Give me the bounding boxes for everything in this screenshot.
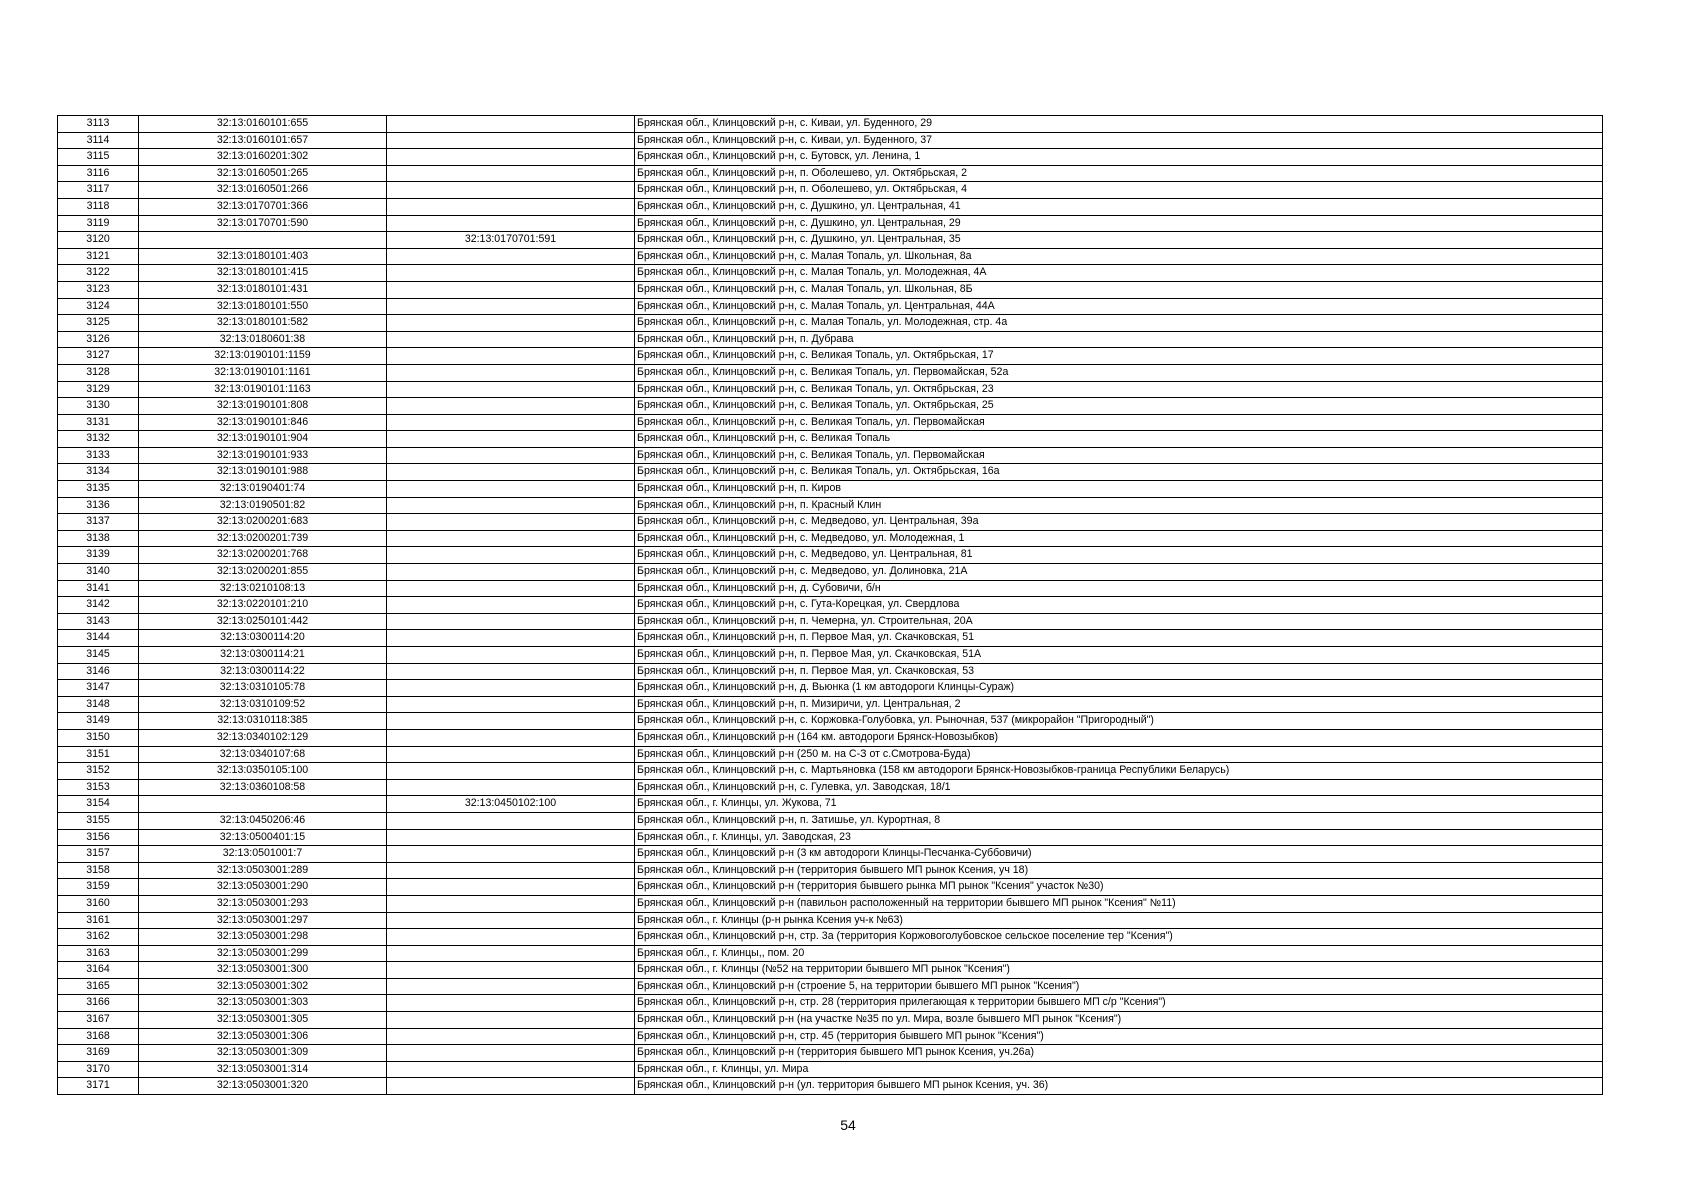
cadastral-number-alt-cell bbox=[387, 215, 635, 232]
cadastral-number-cell: 32:13:0250101:442 bbox=[139, 613, 387, 630]
address-cell: Брянская обл., Клинцовский р-н, п. Мизиричи, ул. Центральная, 2 bbox=[635, 696, 1603, 713]
cadastral-number-cell: 32:13:0310105:78 bbox=[139, 680, 387, 697]
cadastral-number-alt-cell bbox=[387, 364, 635, 381]
table-row bbox=[58, 215, 1603, 232]
cadastral-number-cell: 32:13:0180101:415 bbox=[139, 265, 387, 282]
address-cell: Брянская обл., Клинцовский р-н, с. Душкино, ул. Центральная, 35 bbox=[635, 232, 1603, 249]
table-row bbox=[58, 182, 1603, 199]
cadastral-number-cell: 32:13:0190101:933 bbox=[139, 447, 387, 464]
cadastral-number-cell bbox=[139, 232, 387, 249]
table-row bbox=[58, 298, 1603, 315]
table-row bbox=[58, 514, 1603, 531]
cadastral-number-cell: 32:13:0503001:293 bbox=[139, 895, 387, 912]
cadastral-number-alt-cell bbox=[387, 713, 635, 730]
table-row bbox=[58, 696, 1603, 713]
address-cell: Брянская обл., Клинцовский р-н, п. Дубрава bbox=[635, 331, 1603, 348]
cadastral-number-alt-cell bbox=[387, 978, 635, 995]
cadastral-number-alt-cell bbox=[387, 895, 635, 912]
table-row bbox=[58, 232, 1603, 249]
address-cell: Брянская обл., Клинцовский р-н, с. Малая Топаль, ул. Молодежная, стр. 4а bbox=[635, 315, 1603, 332]
row-number-cell: 3152 bbox=[58, 763, 139, 780]
cadastral-number-alt-cell bbox=[387, 862, 635, 879]
cadastral-number-cell: 32:13:0503001:299 bbox=[139, 945, 387, 962]
table-row bbox=[58, 198, 1603, 215]
table-row bbox=[58, 248, 1603, 265]
row-number-cell: 3131 bbox=[58, 414, 139, 431]
address-cell: Брянская обл., г. Клинцы,, пом. 20 bbox=[635, 945, 1603, 962]
row-number-cell: 3163 bbox=[58, 945, 139, 962]
cadastral-number-alt-cell bbox=[387, 1012, 635, 1029]
address-cell: Брянская обл., Клинцовский р-н, с. Киваи, ул. Буденного, 29 bbox=[635, 116, 1603, 133]
table-row bbox=[58, 995, 1603, 1012]
row-number-cell: 3124 bbox=[58, 298, 139, 315]
table-row bbox=[58, 497, 1603, 514]
address-cell: Брянская обл., Клинцовский р-н, п. Первое Мая, ул. Скачковская, 51 bbox=[635, 630, 1603, 647]
row-number-cell: 3138 bbox=[58, 530, 139, 547]
address-cell: Брянская обл., Клинцовский р-н, с. Великая Топаль bbox=[635, 431, 1603, 448]
address-cell: Брянская обл., Клинцовский р-н (территория бывшего МП рынок Ксения, уч.26а) bbox=[635, 1045, 1603, 1062]
row-number-cell: 3160 bbox=[58, 895, 139, 912]
cadastral-number-alt-cell bbox=[387, 481, 635, 498]
table-row bbox=[58, 962, 1603, 979]
table-row bbox=[58, 132, 1603, 149]
cadastral-number-cell: 32:13:0160501:266 bbox=[139, 182, 387, 199]
row-number-cell: 3125 bbox=[58, 315, 139, 332]
cadastral-number-cell: 32:13:0503001:303 bbox=[139, 995, 387, 1012]
cadastral-number-alt-cell bbox=[387, 580, 635, 597]
cadastral-number-cell: 32:13:0503001:300 bbox=[139, 962, 387, 979]
row-number-cell: 3166 bbox=[58, 995, 139, 1012]
cadastral-number-alt-cell bbox=[387, 729, 635, 746]
cadastral-number-cell: 32:13:0160101:657 bbox=[139, 132, 387, 149]
address-cell: Брянская обл., Клинцовский р-н (3 км автодороги Клинцы-Песчанка-Суббовичи) bbox=[635, 846, 1603, 863]
row-number-cell: 3145 bbox=[58, 647, 139, 664]
cadastral-number-cell: 32:13:0210108:13 bbox=[139, 580, 387, 597]
cadastral-number-cell: 32:13:0300114:22 bbox=[139, 663, 387, 680]
address-cell: Брянская обл., Клинцовский р-н, д. Вьюнка (1 км автодороги Клинцы-Сураж) bbox=[635, 680, 1603, 697]
row-number-cell: 3117 bbox=[58, 182, 139, 199]
cadastral-number-alt-cell bbox=[387, 763, 635, 780]
cadastral-number-alt-cell bbox=[387, 680, 635, 697]
table-row bbox=[58, 1078, 1603, 1095]
address-cell: Брянская обл., Клинцовский р-н, с. Гулевка, ул. Заводская, 18/1 bbox=[635, 779, 1603, 796]
address-cell: Брянская обл., Клинцовский р-н, с. Малая Топаль, ул. Молодежная, 4А bbox=[635, 265, 1603, 282]
address-cell: Брянская обл., Клинцовский р-н, п. Первое Мая, ул. Скачковская, 51А bbox=[635, 647, 1603, 664]
table-row bbox=[58, 746, 1603, 763]
row-number-cell: 3171 bbox=[58, 1078, 139, 1095]
cadastral-number-alt-cell bbox=[387, 431, 635, 448]
table-row bbox=[58, 464, 1603, 481]
table-row bbox=[58, 364, 1603, 381]
address-cell: Брянская обл., Клинцовский р-н (ул. территория бывшего МП рынок Ксения, уч. 36) bbox=[635, 1078, 1603, 1095]
row-number-cell: 3167 bbox=[58, 1012, 139, 1029]
table-row bbox=[58, 315, 1603, 332]
registry-table-body bbox=[58, 116, 1603, 1095]
cadastral-number-cell: 32:13:0190101:1163 bbox=[139, 381, 387, 398]
address-cell: Брянская обл., Клинцовский р-н (павильон расположенный на территории бывшего МП рынок "Ксения" №11) bbox=[635, 895, 1603, 912]
cadastral-number-cell: 32:13:0500401:15 bbox=[139, 829, 387, 846]
row-number-cell: 3120 bbox=[58, 232, 139, 249]
row-number-cell: 3132 bbox=[58, 431, 139, 448]
table-row bbox=[58, 547, 1603, 564]
cadastral-number-alt-cell bbox=[387, 348, 635, 365]
table-row bbox=[58, 630, 1603, 647]
cadastral-number-alt-cell bbox=[387, 879, 635, 896]
table-row bbox=[58, 895, 1603, 912]
row-number-cell: 3147 bbox=[58, 680, 139, 697]
cadastral-number-cell: 32:13:0160501:265 bbox=[139, 165, 387, 182]
address-cell: Брянская обл., Клинцовский р-н, стр. 45 (территория бывшего МП рынок "Ксения") bbox=[635, 1028, 1603, 1045]
address-cell: Брянская обл., Клинцовский р-н, с. Малая Топаль, ул. Школьная, 8Б bbox=[635, 281, 1603, 298]
row-number-cell: 3144 bbox=[58, 630, 139, 647]
address-cell: Брянская обл., г. Клинцы, ул. Мира bbox=[635, 1061, 1603, 1078]
address-cell: Брянская обл., Клинцовский р-н, с. Душкино, ул. Центральная, 41 bbox=[635, 198, 1603, 215]
cadastral-number-cell: 32:13:0340107:68 bbox=[139, 746, 387, 763]
table-row bbox=[58, 879, 1603, 896]
table-row bbox=[58, 564, 1603, 581]
table-row bbox=[58, 680, 1603, 697]
cadastral-number-cell: 32:13:0503001:290 bbox=[139, 879, 387, 896]
page-number: 54 bbox=[840, 1117, 856, 1133]
cadastral-number-cell: 32:13:0310109:52 bbox=[139, 696, 387, 713]
cadastral-number-alt-cell bbox=[387, 497, 635, 514]
row-number-cell: 3136 bbox=[58, 497, 139, 514]
cadastral-number-alt-cell bbox=[387, 746, 635, 763]
table-row bbox=[58, 149, 1603, 166]
cadastral-number-alt-cell bbox=[387, 331, 635, 348]
address-cell: Брянская обл., Клинцовский р-н, с. Медведово, ул. Центральная, 39а bbox=[635, 514, 1603, 531]
cadastral-number-cell: 32:13:0503001:298 bbox=[139, 929, 387, 946]
address-cell: Брянская обл., г. Клинцы (р-н рынка Ксения уч-к №63) bbox=[635, 912, 1603, 929]
cadastral-number-cell: 32:13:0503001:306 bbox=[139, 1028, 387, 1045]
cadastral-number-cell: 32:13:0200201:683 bbox=[139, 514, 387, 531]
row-number-cell: 3168 bbox=[58, 1028, 139, 1045]
cadastral-number-alt-cell bbox=[387, 962, 635, 979]
table-row bbox=[58, 663, 1603, 680]
table-row bbox=[58, 1012, 1603, 1029]
address-cell: Брянская обл., Клинцовский р-н, с. Бутовск, ул. Ленина, 1 bbox=[635, 149, 1603, 166]
row-number-cell: 3116 bbox=[58, 165, 139, 182]
cadastral-number-cell: 32:13:0160201:302 bbox=[139, 149, 387, 166]
cadastral-number-alt-cell bbox=[387, 165, 635, 182]
row-number-cell: 3146 bbox=[58, 663, 139, 680]
row-number-cell: 3164 bbox=[58, 962, 139, 979]
row-number-cell: 3153 bbox=[58, 779, 139, 796]
cadastral-number-alt-cell bbox=[387, 447, 635, 464]
table-row bbox=[58, 530, 1603, 547]
row-number-cell: 3129 bbox=[58, 381, 139, 398]
table-row bbox=[58, 165, 1603, 182]
address-cell: Брянская обл., Клинцовский р-н, п. Красный Клин bbox=[635, 497, 1603, 514]
cadastral-number-cell: 32:13:0180101:431 bbox=[139, 281, 387, 298]
cadastral-number-cell: 32:13:0501001:7 bbox=[139, 846, 387, 863]
address-cell: Брянская обл., Клинцовский р-н, с. Мартьяновка (158 км автодороги Брянск-Новозыбков-граница Республики Беларусь) bbox=[635, 763, 1603, 780]
address-cell: Брянская обл., Клинцовский р-н, п. Оболешево, ул. Октябрьская, 2 bbox=[635, 165, 1603, 182]
cadastral-number-cell: 32:13:0450206:46 bbox=[139, 812, 387, 829]
address-cell: Брянская обл., Клинцовский р-н, стр. 3а (территория Коржовоголубовское сельское поселение тер "Ксения") bbox=[635, 929, 1603, 946]
cadastral-number-alt-cell bbox=[387, 597, 635, 614]
cadastral-number-cell: 32:13:0180101:403 bbox=[139, 248, 387, 265]
cadastral-number-alt-cell bbox=[387, 912, 635, 929]
table-row bbox=[58, 929, 1603, 946]
cadastral-number-cell: 32:13:0190101:988 bbox=[139, 464, 387, 481]
table-row bbox=[58, 978, 1603, 995]
row-number-cell: 3139 bbox=[58, 547, 139, 564]
table-row bbox=[58, 1061, 1603, 1078]
address-cell: Брянская обл., Клинцовский р-н, п. Киров bbox=[635, 481, 1603, 498]
address-cell: Брянская обл., Клинцовский р-н, д. Субовичи, б/н bbox=[635, 580, 1603, 597]
cadastral-number-cell: 32:13:0503001:320 bbox=[139, 1078, 387, 1095]
table-row bbox=[58, 846, 1603, 863]
cadastral-number-alt-cell bbox=[387, 1045, 635, 1062]
cadastral-number-alt-cell bbox=[387, 315, 635, 332]
cadastral-number-cell: 32:13:0200201:768 bbox=[139, 547, 387, 564]
address-cell: Брянская обл., Клинцовский р-н, п. Затишье, ул. Курортная, 8 bbox=[635, 812, 1603, 829]
address-cell: Брянская обл., Клинцовский р-н, с. Великая Топаль, ул. Первомайская bbox=[635, 414, 1603, 431]
cadastral-number-cell: 32:13:0503001:302 bbox=[139, 978, 387, 995]
address-cell: Брянская обл., Клинцовский р-н (территория бывшего рынка МП рынок "Ксения" участок №30) bbox=[635, 879, 1603, 896]
row-number-cell: 3170 bbox=[58, 1061, 139, 1078]
row-number-cell: 3134 bbox=[58, 464, 139, 481]
address-cell: Брянская обл., Клинцовский р-н, с. Малая Топаль, ул. Центральная, 44А bbox=[635, 298, 1603, 315]
cadastral-number-cell: 32:13:0160101:655 bbox=[139, 116, 387, 133]
table-row bbox=[58, 796, 1603, 813]
cadastral-number-alt-cell bbox=[387, 812, 635, 829]
row-number-cell: 3156 bbox=[58, 829, 139, 846]
table-row bbox=[58, 580, 1603, 597]
address-cell: Брянская обл., Клинцовский р-н (территория бывшего МП рынок Ксения, уч 18) bbox=[635, 862, 1603, 879]
row-number-cell: 3158 bbox=[58, 862, 139, 879]
cadastral-number-alt-cell bbox=[387, 945, 635, 962]
cadastral-number-cell: 32:13:0310118:385 bbox=[139, 713, 387, 730]
address-cell: Брянская обл., Клинцовский р-н, с. Киваи, ул. Буденного, 37 bbox=[635, 132, 1603, 149]
address-cell: Брянская обл., Клинцовский р-н, с. Великая Топаль, ул. Первомайская bbox=[635, 447, 1603, 464]
row-number-cell: 3162 bbox=[58, 929, 139, 946]
table-row bbox=[58, 265, 1603, 282]
cadastral-number-cell: 32:13:0180601:38 bbox=[139, 331, 387, 348]
cadastral-number-cell: 32:13:0503001:309 bbox=[139, 1045, 387, 1062]
cadastral-number-alt-cell bbox=[387, 298, 635, 315]
address-cell: Брянская обл., г. Клинцы (№52 на территории бывшего МП рынок "Ксения") bbox=[635, 962, 1603, 979]
row-number-cell: 3150 bbox=[58, 729, 139, 746]
address-cell: Брянская обл., Клинцовский р-н, с. Великая Топаль, ул. Первомайская, 52а bbox=[635, 364, 1603, 381]
row-number-cell: 3121 bbox=[58, 248, 139, 265]
table-row bbox=[58, 281, 1603, 298]
row-number-cell: 3114 bbox=[58, 132, 139, 149]
row-number-cell: 3126 bbox=[58, 331, 139, 348]
row-number-cell: 3169 bbox=[58, 1045, 139, 1062]
cadastral-number-alt-cell bbox=[387, 613, 635, 630]
cadastral-number-alt-cell bbox=[387, 182, 635, 199]
cadastral-number-cell: 32:13:0190101:808 bbox=[139, 398, 387, 415]
row-number-cell: 3165 bbox=[58, 978, 139, 995]
cadastral-number-cell: 32:13:0170701:366 bbox=[139, 198, 387, 215]
address-cell: Брянская обл., Клинцовский р-н, с. Медведово, ул. Центральная, 81 bbox=[635, 547, 1603, 564]
row-number-cell: 3128 bbox=[58, 364, 139, 381]
table-row bbox=[58, 116, 1603, 133]
row-number-cell: 3123 bbox=[58, 281, 139, 298]
cadastral-number-alt-cell: 32:13:0450102:100 bbox=[387, 796, 635, 813]
cadastral-number-alt-cell bbox=[387, 514, 635, 531]
table-row bbox=[58, 431, 1603, 448]
cadastral-number-alt-cell bbox=[387, 630, 635, 647]
cadastral-number-alt-cell bbox=[387, 1028, 635, 1045]
table-row bbox=[58, 779, 1603, 796]
address-cell: Брянская обл., г. Клинцы, ул. Заводская, 23 bbox=[635, 829, 1603, 846]
table-row bbox=[58, 1045, 1603, 1062]
cadastral-number-cell: 32:13:0200201:739 bbox=[139, 530, 387, 547]
table-row bbox=[58, 829, 1603, 846]
cadastral-number-alt-cell bbox=[387, 1078, 635, 1095]
table-row bbox=[58, 713, 1603, 730]
address-cell: Брянская обл., Клинцовский р-н, с. Великая Топаль, ул. Октябрьская, 23 bbox=[635, 381, 1603, 398]
table-row bbox=[58, 398, 1603, 415]
row-number-cell: 3161 bbox=[58, 912, 139, 929]
cadastral-number-cell: 32:13:0190101:1161 bbox=[139, 364, 387, 381]
cadastral-number-cell: 32:13:0503001:297 bbox=[139, 912, 387, 929]
cadastral-number-alt-cell bbox=[387, 132, 635, 149]
row-number-cell: 3127 bbox=[58, 348, 139, 365]
table-row bbox=[58, 763, 1603, 780]
row-number-cell: 3113 bbox=[58, 116, 139, 133]
cadastral-number-cell: 32:13:0350105:100 bbox=[139, 763, 387, 780]
address-cell: Брянская обл., Клинцовский р-н (164 км. автодороги Брянск-Новозыбков) bbox=[635, 729, 1603, 746]
cadastral-number-cell: 32:13:0300114:20 bbox=[139, 630, 387, 647]
registry-table bbox=[57, 115, 1603, 1095]
cadastral-number-cell: 32:13:0190401:74 bbox=[139, 481, 387, 498]
row-number-cell: 3135 bbox=[58, 481, 139, 498]
cadastral-number-alt-cell bbox=[387, 846, 635, 863]
cadastral-number-cell: 32:13:0503001:289 bbox=[139, 862, 387, 879]
cadastral-number-alt-cell bbox=[387, 116, 635, 133]
cadastral-number-alt-cell bbox=[387, 663, 635, 680]
cadastral-number-alt-cell bbox=[387, 464, 635, 481]
row-number-cell: 3119 bbox=[58, 215, 139, 232]
table-row bbox=[58, 613, 1603, 630]
row-number-cell: 3115 bbox=[58, 149, 139, 166]
cadastral-number-alt-cell bbox=[387, 829, 635, 846]
cadastral-number-alt-cell bbox=[387, 547, 635, 564]
cadastral-number-alt-cell bbox=[387, 149, 635, 166]
address-cell: Брянская обл., Клинцовский р-н, стр. 28 (территория прилегающая к территории бывшего МП с/р "Ксения") bbox=[635, 995, 1603, 1012]
address-cell: Брянская обл., Клинцовский р-н, с. Гута-Корецкая, ул. Свердлова bbox=[635, 597, 1603, 614]
cadastral-number-cell: 32:13:0340102:129 bbox=[139, 729, 387, 746]
cadastral-number-alt-cell bbox=[387, 647, 635, 664]
address-cell: Брянская обл., Клинцовский р-н (строение 5, на территории бывшего МП рынок "Ксения") bbox=[635, 978, 1603, 995]
row-number-cell: 3118 bbox=[58, 198, 139, 215]
address-cell: Брянская обл., Клинцовский р-н, с. Великая Топаль, ул. Октябрьская, 17 bbox=[635, 348, 1603, 365]
cadastral-number-alt-cell bbox=[387, 198, 635, 215]
address-cell: Брянская обл., г. Клинцы, ул. Жукова, 71 bbox=[635, 796, 1603, 813]
row-number-cell: 3130 bbox=[58, 398, 139, 415]
cadastral-number-alt-cell bbox=[387, 281, 635, 298]
address-cell: Брянская обл., Клинцовский р-н, п. Чемерна, ул. Строительная, 20А bbox=[635, 613, 1603, 630]
row-number-cell: 3159 bbox=[58, 879, 139, 896]
table-row bbox=[58, 1028, 1603, 1045]
cadastral-number-cell: 32:13:0190101:904 bbox=[139, 431, 387, 448]
cadastral-number-alt-cell bbox=[387, 381, 635, 398]
cadastral-number-alt-cell bbox=[387, 564, 635, 581]
row-number-cell: 3140 bbox=[58, 564, 139, 581]
row-number-cell: 3154 bbox=[58, 796, 139, 813]
row-number-cell: 3148 bbox=[58, 696, 139, 713]
row-number-cell: 3149 bbox=[58, 713, 139, 730]
table-row bbox=[58, 647, 1603, 664]
address-cell: Брянская обл., Клинцовский р-н, с. Великая Топаль, ул. Октябрьская, 25 bbox=[635, 398, 1603, 415]
cadastral-number-alt-cell bbox=[387, 398, 635, 415]
table-row bbox=[58, 912, 1603, 929]
row-number-cell: 3142 bbox=[58, 597, 139, 614]
table-row bbox=[58, 729, 1603, 746]
address-cell: Брянская обл., Клинцовский р-н, с. Великая Топаль, ул. Октябрьская, 16а bbox=[635, 464, 1603, 481]
row-number-cell: 3137 bbox=[58, 514, 139, 531]
row-number-cell: 3133 bbox=[58, 447, 139, 464]
cadastral-number-alt-cell bbox=[387, 696, 635, 713]
table-row bbox=[58, 945, 1603, 962]
cadastral-number-cell: 32:13:0503001:314 bbox=[139, 1061, 387, 1078]
cadastral-number-cell: 32:13:0200201:855 bbox=[139, 564, 387, 581]
table-row bbox=[58, 812, 1603, 829]
table-row bbox=[58, 447, 1603, 464]
address-cell: Брянская обл., Клинцовский р-н, с. Малая Топаль, ул. Школьная, 8а bbox=[635, 248, 1603, 265]
row-number-cell: 3157 bbox=[58, 846, 139, 863]
row-number-cell: 3155 bbox=[58, 812, 139, 829]
cadastral-number-cell: 32:13:0503001:305 bbox=[139, 1012, 387, 1029]
row-number-cell: 3143 bbox=[58, 613, 139, 630]
cadastral-number-alt-cell bbox=[387, 1061, 635, 1078]
address-cell: Брянская обл., Клинцовский р-н, п. Оболешево, ул. Октябрьская, 4 bbox=[635, 182, 1603, 199]
table-row bbox=[58, 862, 1603, 879]
cadastral-number-cell: 32:13:0360108:58 bbox=[139, 779, 387, 796]
table-row bbox=[58, 481, 1603, 498]
table-row bbox=[58, 414, 1603, 431]
table-row bbox=[58, 331, 1603, 348]
cadastral-number-cell bbox=[139, 796, 387, 813]
address-cell: Брянская обл., Клинцовский р-н, п. Первое Мая, ул. Скачковская, 53 bbox=[635, 663, 1603, 680]
cadastral-number-alt-cell bbox=[387, 929, 635, 946]
cadastral-number-alt-cell: 32:13:0170701:591 bbox=[387, 232, 635, 249]
cadastral-number-cell: 32:13:0180101:550 bbox=[139, 298, 387, 315]
cadastral-number-alt-cell bbox=[387, 995, 635, 1012]
cadastral-number-cell: 32:13:0170701:590 bbox=[139, 215, 387, 232]
address-cell: Брянская обл., Клинцовский р-н, с. Душкино, ул. Центральная, 29 bbox=[635, 215, 1603, 232]
address-cell: Брянская обл., Клинцовский р-н (250 м. на С-З от с.Смотрова-Буда) bbox=[635, 746, 1603, 763]
address-cell: Брянская обл., Клинцовский р-н, с. Медведово, ул. Молодежная, 1 bbox=[635, 530, 1603, 547]
address-cell: Брянская обл., Клинцовский р-н, с. Медведово, ул. Долиновка, 21А bbox=[635, 564, 1603, 581]
row-number-cell: 3151 bbox=[58, 746, 139, 763]
cadastral-number-cell: 32:13:0180101:582 bbox=[139, 315, 387, 332]
row-number-cell: 3141 bbox=[58, 580, 139, 597]
table-row bbox=[58, 381, 1603, 398]
cadastral-number-cell: 32:13:0190101:846 bbox=[139, 414, 387, 431]
cadastral-number-alt-cell bbox=[387, 414, 635, 431]
table-row bbox=[58, 348, 1603, 365]
address-cell: Брянская обл., Клинцовский р-н (на участке №35 по ул. Мира, возле бывшего МП рынок "Ксения") bbox=[635, 1012, 1603, 1029]
table-row bbox=[58, 597, 1603, 614]
cadastral-number-cell: 32:13:0190101:1159 bbox=[139, 348, 387, 365]
cadastral-number-alt-cell bbox=[387, 530, 635, 547]
address-cell: Брянская обл., Клинцовский р-н, с. Коржовка-Голубовка, ул. Рыночная, 537 (микрорайон "Пригородный") bbox=[635, 713, 1603, 730]
cadastral-number-cell: 32:13:0300114:21 bbox=[139, 647, 387, 664]
cadastral-number-alt-cell bbox=[387, 779, 635, 796]
cadastral-number-cell: 32:13:0220101:210 bbox=[139, 597, 387, 614]
cadastral-number-cell: 32:13:0190501:82 bbox=[139, 497, 387, 514]
cadastral-number-alt-cell bbox=[387, 265, 635, 282]
cadastral-number-alt-cell bbox=[387, 248, 635, 265]
row-number-cell: 3122 bbox=[58, 265, 139, 282]
